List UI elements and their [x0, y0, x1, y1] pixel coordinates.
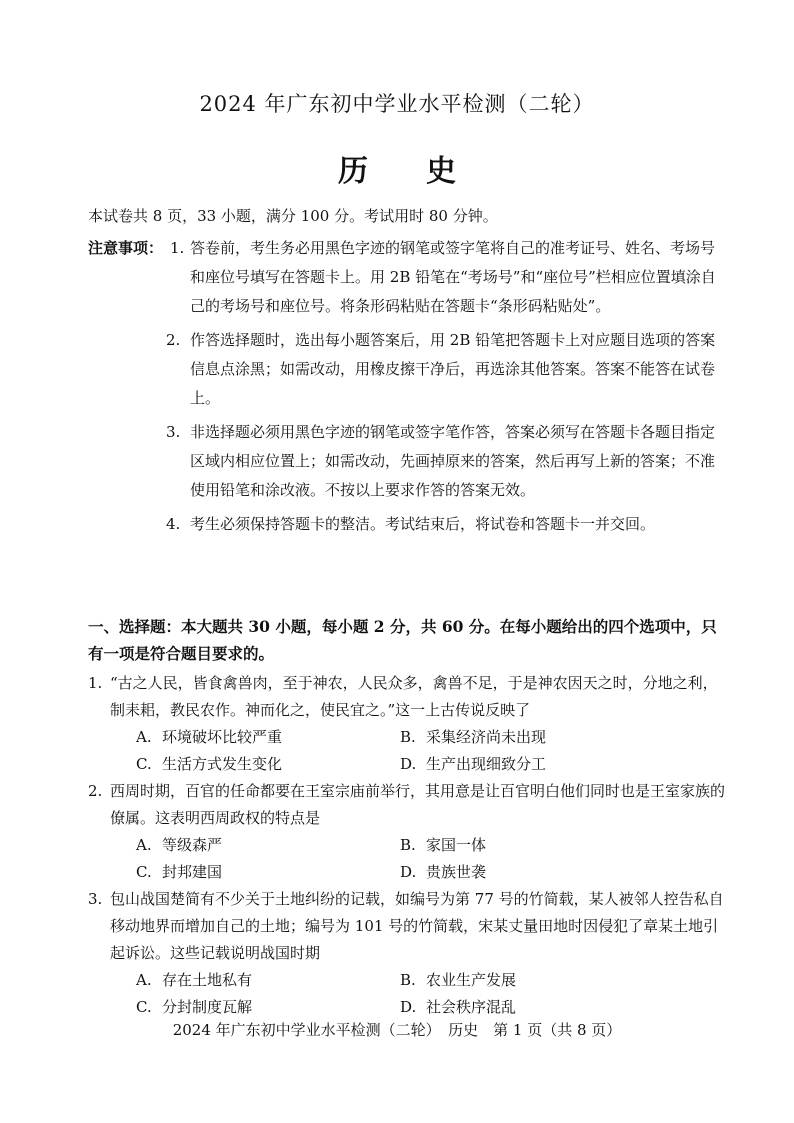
question-2 — [88, 778, 728, 886]
option-letter: C. — [136, 998, 152, 1016]
notice-item-number: 4. — [166, 515, 181, 533]
notice-item — [88, 418, 728, 505]
option-text: 生产出现细致分工 — [426, 755, 547, 773]
section-heading: 一、选择题：本大题共 30 小题，每小题 2 分，共 60 分。在每小题给出的四个选项中，只有一项是符合题目要求的。 — [88, 617, 717, 663]
option-text: 采集经济尚未出现 — [426, 728, 547, 746]
option-letter: A. — [136, 971, 152, 989]
notice-item — [88, 510, 728, 539]
notice-item-text: 答卷前，考生务必用黑色字迹的钢笔或签字笔将自己的准考证号、姓名、考场号和座位号填写在答题卡上。用 2B 铅笔在“考场号”和“座位号”栏相应位置填涂自己的考场号和座位号。将条形码粘贴在答题卡“条形码粘贴处”。 — [190, 239, 716, 315]
option-letter: A. — [136, 728, 152, 746]
question-stem: “古之人民，皆食禽兽肉，至于神农，人民众多，禽兽不足，于是神农因天之时，分地之利，制耒耜，教民农作。神而化之，使民宜之。”这一上古传说反映了 — [110, 674, 718, 719]
option-letter: D. — [400, 863, 417, 881]
option-text: 环境破坏比较严重 — [162, 728, 283, 746]
option-text: 分封制度瓦解 — [162, 998, 253, 1016]
option-letter: A. — [136, 836, 152, 854]
option-c — [136, 994, 400, 1021]
option-b — [400, 832, 664, 859]
option-d — [400, 859, 664, 886]
notice-item-number: 2. — [166, 331, 181, 349]
page-footer: 2024 年广东初中学业水平检测（二轮） 历史 第 1 页（共 8 页） — [172, 1021, 622, 1039]
option-letter: B. — [400, 971, 416, 989]
option-a — [136, 832, 400, 859]
question-stem: 西周时期，百官的任命都要在王室宗庙前举行，其用意是让百官明白他们同时也是王室家族的僚属。这表明西周政权的特点是 — [110, 782, 726, 827]
option-text: 存在土地私有 — [162, 971, 253, 989]
notice-item-number: 3. — [166, 423, 181, 441]
option-text: 生活方式发生变化 — [162, 755, 283, 773]
option-letter: C. — [136, 863, 152, 881]
option-text: 家国一体 — [426, 836, 487, 854]
question-number: 3. — [88, 890, 103, 908]
question-options — [110, 967, 728, 1021]
option-text: 贵族世袭 — [426, 863, 487, 881]
option-b — [400, 724, 664, 751]
question-3 — [88, 886, 728, 1021]
option-letter: D. — [400, 998, 417, 1016]
option-text: 封邦建国 — [162, 863, 223, 881]
question-number: 1. — [88, 674, 103, 692]
notice-item — [88, 234, 728, 321]
option-a — [136, 724, 400, 751]
question-stem: 包山战国楚简有不少关于土地纠纷的记载，如编号为第 77 号的竹简载，某人被邻人控告私自移动地界而增加自己的土地；编号为 101 号的竹简载，宋某丈量田地时因侵犯了章某土地引起诉讼。这些记载说明战国时期 — [110, 890, 724, 962]
option-letter: B. — [400, 728, 416, 746]
notice-item-text: 非选择题必须用黑色字迹的钢笔或签字笔作答，答案必须写在答题卡各题目指定区域内相应位置上；如需改动，先画掉原来的答案，然后再写上新的答案；不准使用铅笔和涂改液。不按以上要求作答的答案无效。 — [190, 423, 716, 499]
notice-block — [88, 234, 728, 539]
option-letter: B. — [400, 836, 416, 854]
exam-intro: 本试卷共 8 页，33 小题，满分 100 分。考试用时 80 分钟。 — [88, 207, 498, 225]
option-letter: C. — [136, 755, 152, 773]
option-text: 社会秩序混乱 — [426, 998, 517, 1016]
option-text: 农业生产发展 — [426, 971, 517, 989]
question-options — [110, 724, 728, 778]
option-d — [400, 994, 664, 1021]
exam-title: 2024 年广东初中学业水平检测（二轮） — [199, 92, 595, 116]
option-b — [400, 967, 664, 994]
question-1 — [88, 670, 728, 778]
option-text: 等级森严 — [162, 836, 223, 854]
notice-item-text: 考生必须保持答题卡的整洁。考试结束后，将试卷和答题卡一并交回。 — [190, 515, 656, 533]
option-letter: D. — [400, 755, 417, 773]
notice-item — [88, 326, 728, 413]
notice-item-number: 1. — [170, 239, 185, 257]
notice-item-text: 作答选择题时，选出每小题答案后，用 2B 铅笔把答题卡上对应题目选项的答案信息点涂黑；如需改动，用橡皮擦干净后，再选涂其他答案。答案不能答在试卷上。 — [190, 331, 716, 407]
question-list — [88, 670, 728, 1021]
notice-label: 注意事项： — [88, 239, 164, 257]
option-a — [136, 967, 400, 994]
option-d — [400, 751, 664, 778]
question-number: 2. — [88, 782, 103, 800]
question-options — [110, 832, 728, 886]
option-c — [136, 859, 400, 886]
option-c — [136, 751, 400, 778]
subject-title: 历史 — [338, 154, 514, 189]
